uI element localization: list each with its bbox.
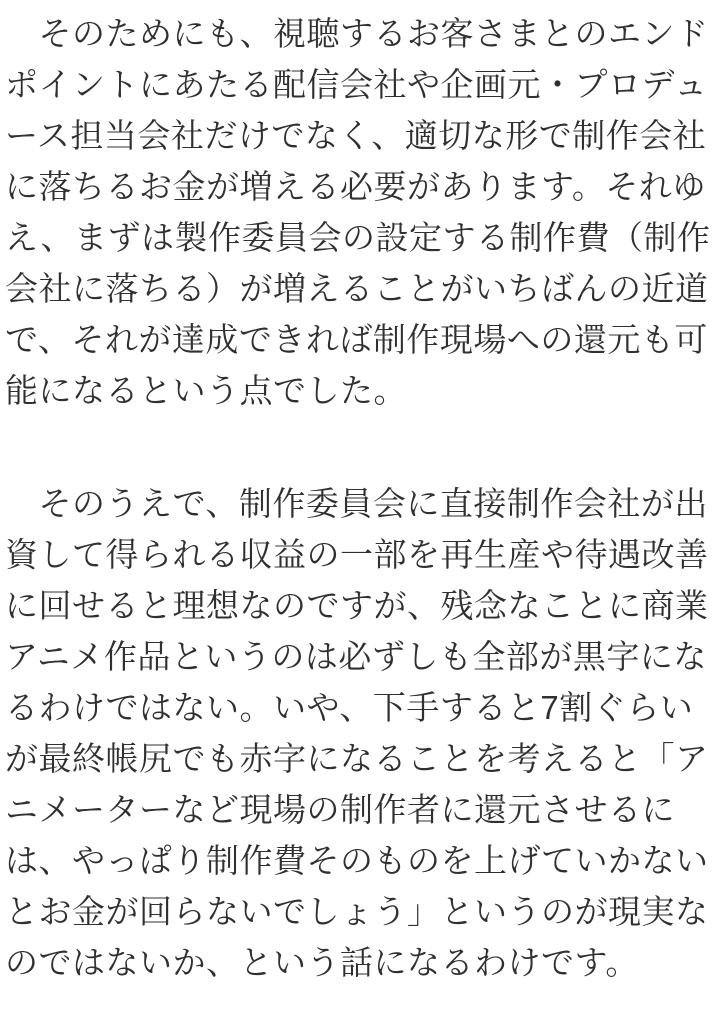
text-line: ース担当会社だけでなく、適切な形で制作会社 (5, 117, 707, 154)
text-line: が最終帳尻でも赤字になることを考えると「ア (5, 740, 709, 777)
text-line: ポイントにあたる配信会社や企画元・プロデュ (5, 66, 708, 103)
text-line: 資して得られる収益の一部を再生産や待遇改善 (5, 536, 709, 573)
text-line: そのうえで、制作委員会に直接制作会社が出 (5, 485, 708, 522)
text-line: に回せると理想なのですが、残念なことに商業 (5, 587, 709, 624)
text-line: 会社に落ちる）が増えることがいちばんの近道 (5, 270, 709, 307)
paragraph (5, 478, 710, 988)
text-line: アニメ作品というのは必ずしも全部が黒字にな (5, 638, 707, 675)
text-line: 能になるという点でした。 (5, 372, 407, 409)
text-line: そのためにも、視聴するお客さまとのエンド (5, 15, 709, 52)
text-line: とお金が回らないでしょう」というのが現実な (5, 893, 709, 930)
text-line: で、それが達成できれば制作現場への還元も可 (5, 321, 708, 358)
text-line: は、やっぱり制作費そのものを上げていかない (5, 842, 709, 879)
text-line: のではないか、という話になるわけです。 (5, 944, 639, 981)
paragraph (5, 8, 710, 416)
text-line: え、まずは製作委員会の設定する制作費（制作 (5, 219, 710, 256)
text-line: ニメーターなど現場の制作者に還元させるに (5, 791, 675, 828)
text-line: に落ちるお金が増える必要があります。それゆ (5, 168, 706, 205)
text-line: るわけではない。いや、下手すると7割ぐらい (5, 689, 694, 726)
